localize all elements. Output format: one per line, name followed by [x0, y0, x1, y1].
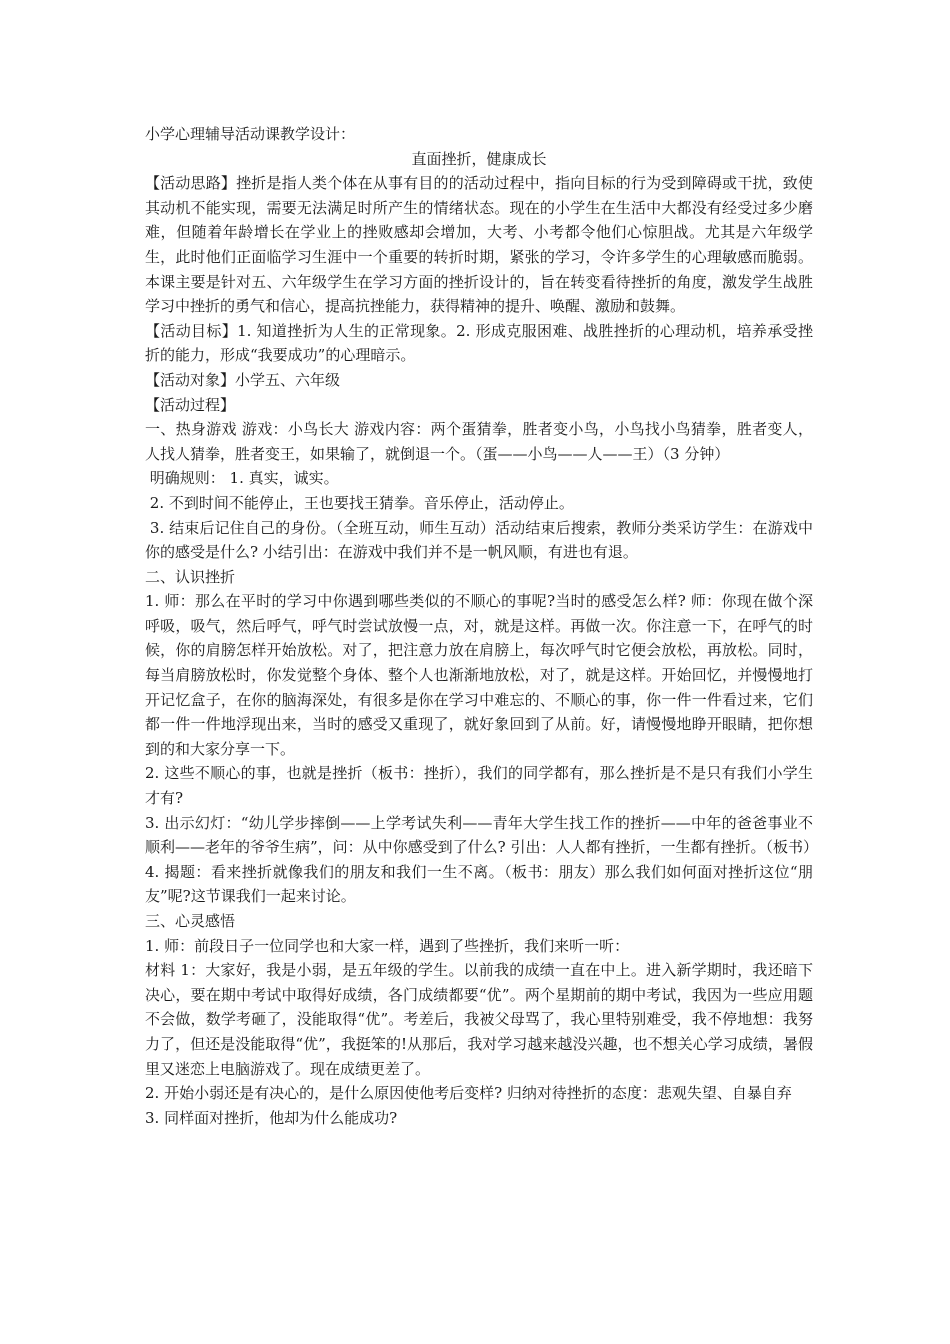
- paragraph-insight-3: 3. 同样面对挫折，他却为什么能成功?: [145, 1108, 398, 1127]
- document-body: [145, 122, 818, 1130]
- paragraph-activity-goals: 【活动目标】1. 知道挫折为人生的正常现象。2. 形成克服困难、战胜挫折的心理动机，培养承受挫折的能力，形成“我要成功”的心理暗示。: [145, 321, 813, 365]
- paragraph-warmup-game: 一、热身游戏 游戏：小鸟长大 游戏内容：两个蛋猜拳，胜者变小鸟，小鸟找小鸟猜拳，胜者变人，人找人猜拳，胜者变王，如果输了，就倒退一个。（蛋——小鸟——人——王）（3 分钟）: [145, 420, 813, 463]
- paragraph-rule-2: 2. 不到时间不能停止，王也要找王猜拳。音乐停止，活动停止。: [145, 493, 574, 512]
- paragraph-recognize-1: 1. 师：那么在平时的学习中你遇到哪些类似的不顺心的事呢?当时的感受怎么样? 师：你现在做个深呼吸，吸气，然后呼气，呼气时尝试放慢一点，对，就是这样。再做一次。你注意一下，在呼气的时候，你的肩膀怎样开始放松。对了，把注意力放在肩膀上，每次呼气时它便会放松，再放松。同时，每当肩膀放松时，你发觉整个身体、整个人也渐渐地放松，对了，就是这样。开始回忆，并慢慢地打开记忆盒子，在你的脑海深处，有很多是你在学习中难忘的、不顺心的事，你一件一件看过来，它们都一件一件地浮现出来，当时的感受又重现了，就好象回到了从前。好，请慢慢地睁开眼睛，把你想到的和大家分享一下。: [145, 592, 813, 758]
- document-heading: 小学心理辅导活动课教学设计：: [145, 125, 356, 143]
- paragraph-rule-3: 3. 结束后记住自己的身份。（全班互动，师生互动）活动结束后搜索，教师分类采访学生：在游戏中你的感受是什么? 小结引出：在游戏中我们并不是一帆风顺，有进也有退。: [145, 518, 813, 562]
- paragraph-recognize-3: 3. 出示幻灯：“幼儿学步摔倒——上学考试失利——青年大学生找工作的挫折——中年的爸爸事业不顺利——老年的爷爷生病”，问：从中你感受到了什么? 引出：人人都有挫折，一生都有挫折。（板书）: [145, 813, 818, 857]
- paragraph-activity-target: 【活动对象】小学五、六年级: [145, 370, 341, 389]
- paragraph-recognize-2: 2. 这些不顺心的事，也就是挫折（板书：挫折），我们的同学都有，那么挫折是不是只有我们小学生才有?: [145, 764, 813, 808]
- paragraph-insight-2: 2. 开始小弱还是有决心的，是什么原因使他考后变样? 归纳对待挫折的态度：悲观失望、自暴自弃: [145, 1084, 792, 1103]
- paragraph-activity-idea: 【活动思路】挫折是指人类个体在从事有目的的活动过程中，指向目标的行为受到障碍或干扰，致使其动机不能实现，需要无法满足时所产生的情绪状态。现在的小学生在生活中大都没有经受过多少磨难，但随着年龄增长在学业上的挫败感却会增加，大考、小考都令他们心惊胆战。尤其是六年级学生，此时他们正面临学习生涯中一个重要的转折时期，紧张的学习，令许多学生的心理敏感而脆弱。本课主要是针对五、六年级学生在学习方面的挫折设计的，旨在转变看待挫折的角度，激发学生战胜学习中挫折的勇气和信心，提高抗挫能力，获得精神的提升、唤醒、激励和鼓舞。: [145, 174, 813, 316]
- paragraph-recognize-4: 4. 揭题：看来挫折就像我们的朋友和我们一生不离。（板书：朋友）那么我们如何面对挫折这位“朋友”呢?这节课我们一起来讨论。: [145, 862, 813, 906]
- section-heading-recognize: 二、认识挫折: [145, 567, 236, 586]
- document-title: 直面挫折，健康成长: [411, 149, 547, 168]
- paragraph-insight-1: 1. 师：前段日子一位同学也和大家一样，遇到了些挫折，我们来听一听：: [145, 936, 630, 955]
- section-heading-insight: 三、心灵感悟: [145, 912, 236, 930]
- paragraph-material-1: 材料 1：大家好，我是小弱，是五年级的学生。以前我的成绩一直在中上。进入新学期时，我还暗下决心，要在期中考试中取得好成绩，各门成绩都要“优”。两个星期前的期中考试，我因为一些应用题不会做，数学考砸了，没能取得“优”。考差后，我被父母骂了，我心里特别难受，我不停地想：我努力了，但还是没能取得“优”，我挺笨的!从那后，我对学习越来越没兴趣，也不想关心学习成绩，暑假里又迷恋上电脑游戏了。现在成绩更差了。: [145, 961, 813, 1078]
- paragraph-rule-1: 明确规则： 1. 真实，诚实。: [145, 469, 339, 488]
- paragraph-activity-process: 【活动过程】: [145, 395, 236, 414]
